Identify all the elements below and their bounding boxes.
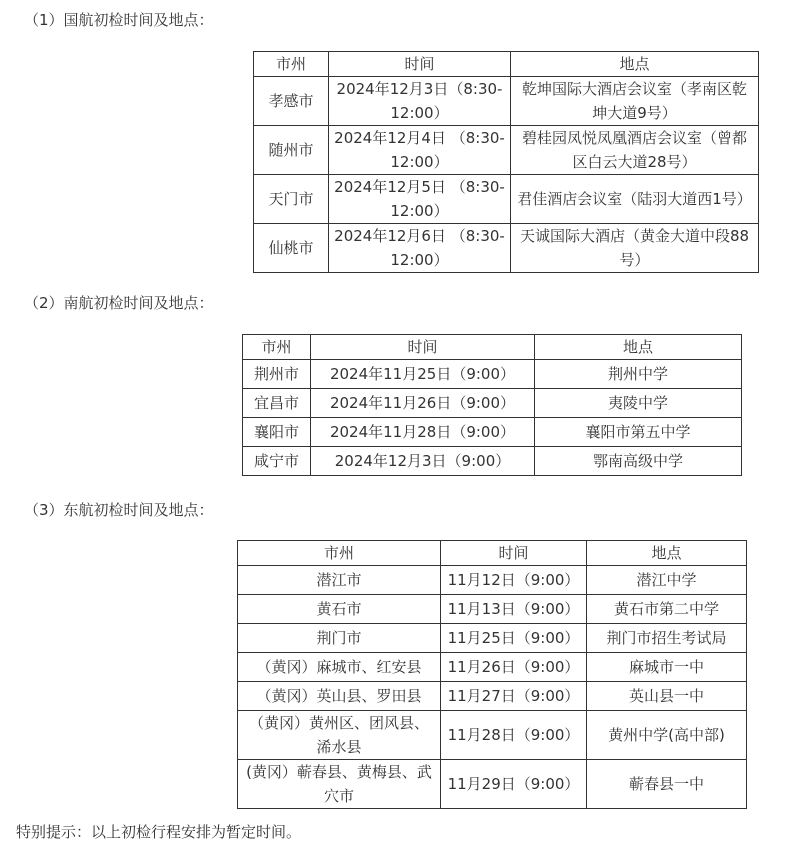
header-city: 市州 <box>238 541 441 566</box>
header-place: 地点 <box>587 541 747 566</box>
table-header-row <box>254 52 759 77</box>
cell-place: 夷陵中学 <box>535 389 742 418</box>
cell-city: 随州市 <box>254 126 329 175</box>
cell-time: 2024年12月5日 （8:30-12:00） <box>329 175 511 224</box>
table-row <box>254 77 759 126</box>
cell-place: 麻城市一中 <box>587 653 747 682</box>
cell-place: 黄石市第二中学 <box>587 595 747 624</box>
table-row <box>238 653 747 682</box>
cell-place: 荆州中学 <box>535 360 742 389</box>
cell-time: 11月12日（9:00） <box>441 566 587 595</box>
cell-time: 2024年11月26日（9:00） <box>311 389 535 418</box>
cell-city: 荆门市 <box>238 624 441 653</box>
table-row <box>254 224 759 273</box>
cell-place: 潜江中学 <box>587 566 747 595</box>
cell-time: 2024年12月6日 （8:30-12:00） <box>329 224 511 273</box>
cell-place: 鄂南高级中学 <box>535 447 742 476</box>
cell-place: 碧桂园凤悦凤凰酒店会议室（曾都区白云大道28号） <box>511 126 759 175</box>
cell-city: 孝感市 <box>254 77 329 126</box>
header-place: 地点 <box>535 335 742 360</box>
header-time: 时间 <box>329 52 511 77</box>
table-row <box>238 711 747 760</box>
cell-time: 11月25日（9:00） <box>441 624 587 653</box>
cell-city: 天门市 <box>254 175 329 224</box>
cell-city: 潜江市 <box>238 566 441 595</box>
cell-place: 襄阳市第五中学 <box>535 418 742 447</box>
cell-time: 11月13日（9:00） <box>441 595 587 624</box>
table-row <box>238 624 747 653</box>
cell-city: 襄阳市 <box>243 418 311 447</box>
cell-time: 2024年12月4日 （8:30-12:00） <box>329 126 511 175</box>
header-city: 市州 <box>243 335 311 360</box>
cell-city: (黄冈）蕲春县、黄梅县、武穴市 <box>238 760 441 809</box>
cell-time: 2024年12月3日（9:00） <box>311 447 535 476</box>
cell-place: 天诚国际大酒店（黄金大道中段88号） <box>511 224 759 273</box>
cell-city: 仙桃市 <box>254 224 329 273</box>
cell-city: （黄冈）黄州区、团风县、浠水县 <box>238 711 441 760</box>
air-china-schedule-table <box>253 51 759 273</box>
header-place: 地点 <box>511 52 759 77</box>
table-row <box>243 389 742 418</box>
china-southern-schedule-table <box>242 334 742 476</box>
cell-time: 2024年11月25日（9:00） <box>311 360 535 389</box>
cell-time: 11月27日（9:00） <box>441 682 587 711</box>
table-row <box>238 760 747 809</box>
table-header-row <box>238 541 747 566</box>
cell-place: 黄州中学(高中部) <box>587 711 747 760</box>
table-row <box>238 566 747 595</box>
cell-place: 蕲春县一中 <box>587 760 747 809</box>
cell-city: 咸宁市 <box>243 447 311 476</box>
cell-time: 11月28日（9:00） <box>441 711 587 760</box>
cell-time: 11月29日（9:00） <box>441 760 587 809</box>
cell-place: 君佳酒店会议室（陆羽大道西1号） <box>511 175 759 224</box>
cell-city: 宜昌市 <box>243 389 311 418</box>
section3-heading: （3）东航初检时间及地点： <box>24 501 214 519</box>
table-row <box>243 447 742 476</box>
section2-heading: （2）南航初检时间及地点： <box>24 294 214 312</box>
section1-heading: （1）国航初检时间及地点： <box>24 11 214 29</box>
cell-time: 2024年12月3日（8:30-12:00） <box>329 77 511 126</box>
cell-place: 乾坤国际大酒店会议室（孝南区乾坤大道9号） <box>511 77 759 126</box>
cell-place: 荆门市招生考试局 <box>587 624 747 653</box>
special-note: 特别提示：以上初检行程安排为暂定时间。 <box>16 823 302 841</box>
table-row <box>254 175 759 224</box>
header-time: 时间 <box>441 541 587 566</box>
cell-city: 荆州市 <box>243 360 311 389</box>
table-row <box>243 360 742 389</box>
cell-city: 黄石市 <box>238 595 441 624</box>
cell-city: （黄冈）麻城市、红安县 <box>238 653 441 682</box>
cell-time: 2024年11月28日（9:00） <box>311 418 535 447</box>
table-row <box>238 595 747 624</box>
cell-time: 11月26日（9:00） <box>441 653 587 682</box>
table-row <box>238 682 747 711</box>
cell-city: （黄冈）英山县、罗田县 <box>238 682 441 711</box>
china-eastern-schedule-table <box>237 540 747 809</box>
header-city: 市州 <box>254 52 329 77</box>
table-row <box>243 418 742 447</box>
cell-place: 英山县一中 <box>587 682 747 711</box>
header-time: 时间 <box>311 335 535 360</box>
table-header-row <box>243 335 742 360</box>
table-row <box>254 126 759 175</box>
